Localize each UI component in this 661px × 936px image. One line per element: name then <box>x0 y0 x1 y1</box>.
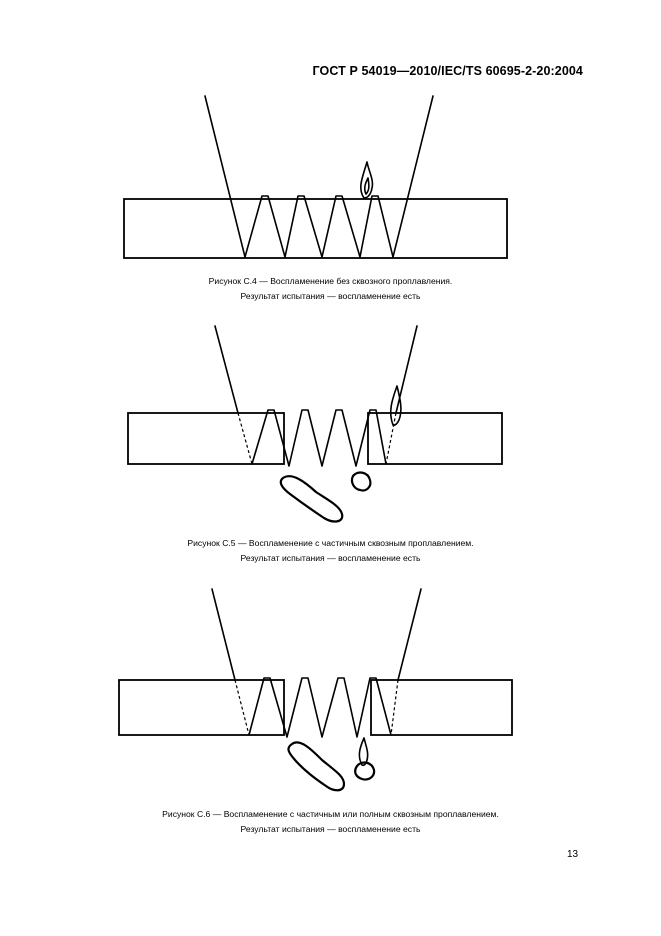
wire-right-leg <box>398 589 421 680</box>
page-number: 13 <box>567 849 579 860</box>
caption-c6-line2: Результат испытания — воспламенение есть <box>240 824 421 834</box>
specimen-left-part <box>119 680 284 735</box>
caption-c4-line2: Результат испытания — воспламенение есть <box>240 291 421 301</box>
document-header: ГОСТ Р 54019—2010/IEC/TS 60695-2-20:2004 <box>312 64 583 78</box>
wire-left-leg <box>212 589 235 680</box>
caption-c4-line1: Рисунок С.4 — Воспламенение без сквозного проплавления. <box>208 276 453 286</box>
caption-c5-line2: Результат испытания — воспламенение есть <box>240 553 421 563</box>
flame-icon <box>359 738 367 765</box>
molten-drop-large <box>288 742 344 790</box>
figure-c6-caption <box>0 807 661 837</box>
caption-c6-line1: Рисунок С.6 — Воспламенение с частичным или полным сквозным проплавлением. <box>162 809 499 819</box>
specimen-right-part <box>371 680 512 735</box>
caption-c5-line1: Рисунок С.5 — Воспламенение с частичным сквозным проплавлением. <box>187 538 474 548</box>
